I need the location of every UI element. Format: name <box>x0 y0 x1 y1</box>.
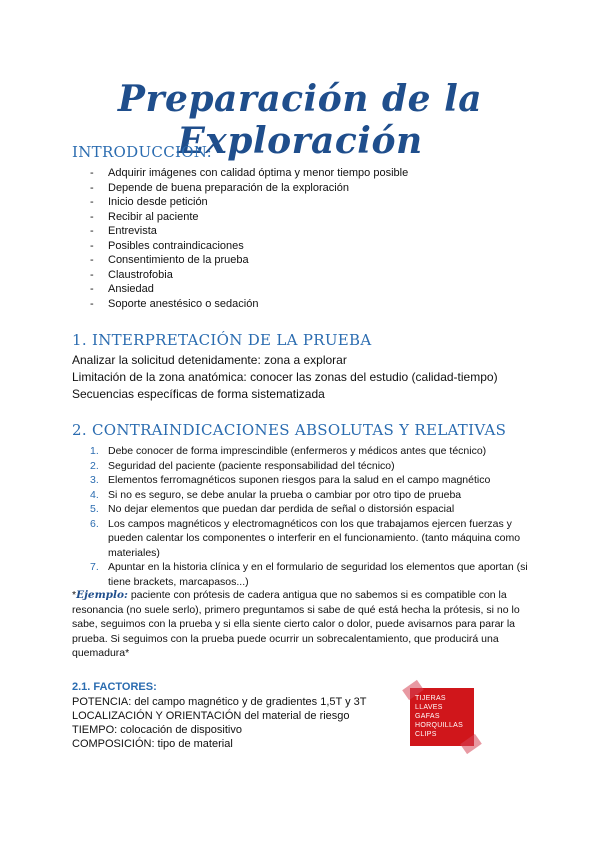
note-line: CLIPS <box>415 731 437 738</box>
factor-line: COMPOSICIÓN: tipo de material <box>72 738 233 750</box>
factor-line: LOCALIZACIÓN Y ORIENTACIÓN del material de riesgo <box>72 710 350 722</box>
list-item: - Depende de buena preparación de la exploración <box>90 181 408 196</box>
list-item <box>90 560 530 589</box>
factor-line: POTENCIA: del campo magnético y de gradientes 1,5T y 3T <box>72 696 367 708</box>
list-item <box>90 488 530 503</box>
list-item <box>90 444 530 459</box>
section2-heading: 2. CONTRAINDICACIONES ABSOLUTAS Y RELATIVAS <box>72 421 507 439</box>
list-item: - Entrevista <box>90 224 408 239</box>
list-item <box>90 502 530 517</box>
section1-body <box>72 352 498 403</box>
item-number: 7. <box>90 561 99 573</box>
example-text: paciente con prótesis de cadera antigua que no sabemos si es compatible con la resonancia (no suele serlo), primero preguntamos si sabe de qué está hecha la prótesis, si no lo sabe, seguimos con la prueba y si ella siente cierto calor o dolor, puede avisarnos para parar la prueba. Si seguimos con la prueba puede ocurrir un sobrecalentamiento, que producirá una quemadura* <box>72 589 520 659</box>
section1-line: Limitación de la zona anatómica: conocer las zonas del estudio (calidad-tiempo) <box>72 370 498 384</box>
section1-line: Secuencias específicas de forma sistematizada <box>72 387 325 401</box>
note-line: HORQUILLAS <box>415 722 464 729</box>
item-text: Los campos magnéticos y electromagnéticos con los que trabajamos ejercen fuerzas y pueden calentar los componentes o interferir en el funcionamiento. (tanto máquina como materiales) <box>108 517 521 559</box>
factor-line: TIEMPO: colocación de dispositivo <box>72 724 242 736</box>
list-item: - Recibir al paciente <box>90 210 408 225</box>
list-item <box>90 473 530 488</box>
list-item <box>90 517 530 561</box>
sticky-note <box>404 684 476 748</box>
item-number: 4. <box>90 488 99 501</box>
list-item: - Soporte anestésico o sedación <box>90 297 408 312</box>
item-number: 3. <box>90 474 99 486</box>
list-item: - Posibles contraindicaciones <box>90 239 408 254</box>
section1-line: Analizar la solicitud detenidamente: zona a explorar <box>72 353 347 367</box>
item-number: 5. <box>90 503 99 515</box>
item-text: Si no es seguro, se debe anular la prueba o cambiar por otro tipo de prueba <box>108 488 462 501</box>
note-line: LLAVES <box>415 704 443 711</box>
item-text: Seguridad del paciente (paciente responsabilidad del técnico) <box>108 459 395 472</box>
example-label: Ejemplo: <box>76 589 128 601</box>
factores-heading: 2.1. FACTORES: <box>72 681 157 693</box>
item-text: Elementos ferromagnéticos suponen riesgos para la salud en el campo magnético <box>108 474 491 486</box>
list-item <box>90 459 530 474</box>
example-paragraph <box>72 588 528 661</box>
item-text: No dejar elementos que puedan dar perdida de señal o distorsión espacial <box>108 503 455 515</box>
introduccion-list <box>90 166 408 311</box>
example-asterisk: * <box>72 589 77 601</box>
page-title: Preparación de la Exploración <box>117 78 483 162</box>
factores-section <box>72 680 392 751</box>
note-list <box>415 694 463 739</box>
item-text: Apuntar en la historia clínica y en el formulario de seguridad los elementos que aportan (si tiene brackets, marcapasos...) <box>108 561 528 588</box>
list-item: - Consentimiento de la prueba <box>90 253 408 268</box>
note-line: GAFAS <box>415 713 440 720</box>
note-line: TIJERAS <box>415 695 446 702</box>
list-item: - Ansiedad <box>90 282 408 297</box>
list-item: - Adquirir imágenes con calidad óptima y menor tiempo posible <box>90 166 408 181</box>
contraindicaciones-list <box>90 444 530 589</box>
introduccion-heading: INTRODUCCIÓN: <box>72 143 213 161</box>
item-number: 6. <box>90 517 99 530</box>
section1-heading: 1. INTERPRETACIÓN DE LA PRUEBA <box>72 331 372 349</box>
item-number: 1. <box>90 445 99 457</box>
list-item: - Claustrofobia <box>90 268 408 283</box>
list-item: - Inicio desde petición <box>90 195 408 210</box>
item-text: Debe conocer de forma imprescindible (enfermeros y médicos antes que técnico) <box>108 445 487 457</box>
item-number: 2. <box>90 459 99 472</box>
